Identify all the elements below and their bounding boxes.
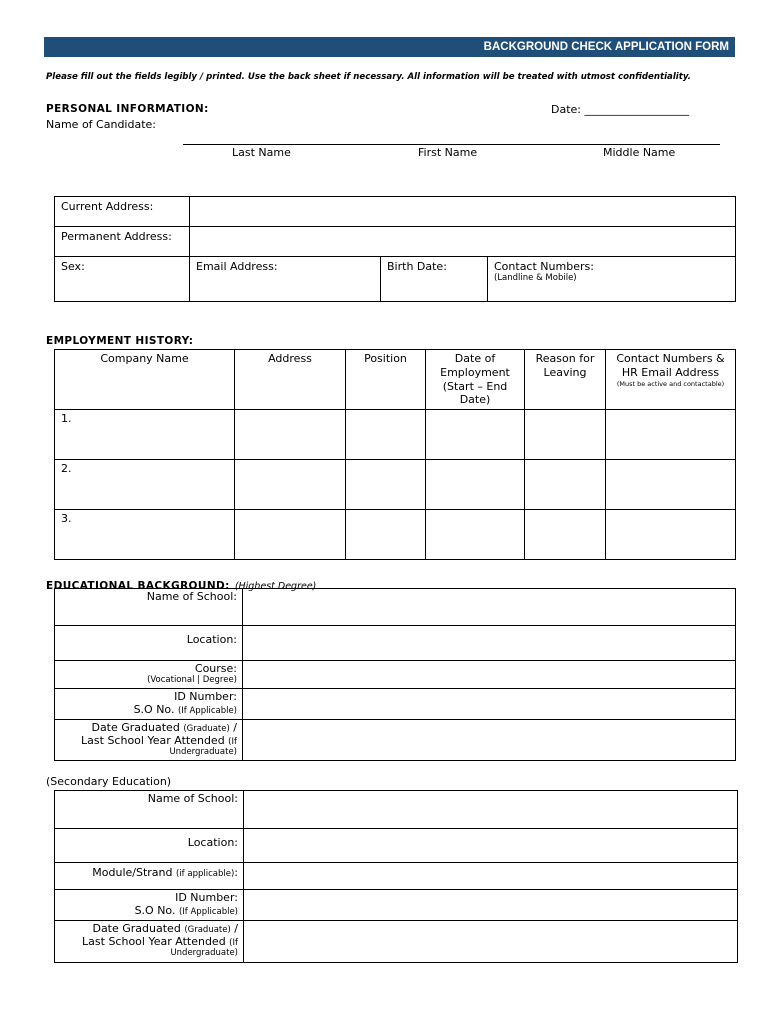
graduate-note: (Graduate) [183,724,230,734]
secondary-so-no-text: S.O No. [134,903,176,917]
module-strand-text: Module/Strand [92,866,173,879]
company-field[interactable] [55,460,235,510]
secondary-date-graduated-text: Date Graduated [92,922,181,935]
address-field[interactable] [235,410,346,460]
personal-info-heading: PERSONAL INFORMATION: [46,103,209,115]
col-contact-note: (Must be active and contactable) [616,379,725,388]
date-field[interactable] [426,460,525,510]
education-heading-text: EDUCATIONAL BACKGROUND: [46,580,230,592]
sex-field[interactable] [55,257,190,302]
table-row [55,410,736,460]
table-row [55,460,736,510]
form-title-bar [44,37,735,57]
secondary-undergraduate-note: Undergraduate) [170,947,238,958]
contact-field[interactable] [606,460,736,510]
reason-field[interactable] [525,460,606,510]
contact-field[interactable] [606,510,736,560]
current-address-field[interactable] [190,197,736,227]
reason-field[interactable] [525,410,606,460]
location-field[interactable] [243,626,736,661]
sex-label: Sex: [61,260,85,273]
school-label-text: Name of School: [146,590,237,603]
employment-history-table [54,349,736,560]
position-field[interactable] [346,410,426,460]
secondary-last-school-year-text: Last School Year Attended [82,934,226,948]
secondary-id-number-text: ID Number: [175,891,238,904]
col-company-name: Company Name [55,350,235,410]
col-contact [606,350,736,410]
employment-history-heading: EMPLOYMENT HISTORY: [46,335,194,347]
school-label [55,589,243,626]
first-name-caption: First Name [418,146,478,159]
course-label-text: Course: [194,662,237,675]
secondary-school-text: Name of School: [147,792,238,805]
col-contact-label: Contact Numbers & HR Email Address [616,352,725,379]
secondary-school-field[interactable] [244,791,738,829]
candidate-name-label: Name of Candidate: [46,118,156,131]
date-field[interactable] [426,510,525,560]
location-label-text: Location: [186,633,237,646]
date-graduated-text: Date Graduated [91,721,180,734]
secondary-date-graduated-field[interactable] [244,921,738,963]
secondary-id-number-field[interactable] [244,890,738,921]
row-number: 3. [61,512,72,525]
school-field[interactable] [243,589,736,626]
form-title: BACKGROUND CHECK APPLICATION FORM [483,41,729,53]
birth-date-label: Birth Date: [387,260,447,273]
col-reason-for-leaving: Reason for Leaving [525,350,606,410]
company-field[interactable] [55,410,235,460]
secondary-if-note: (If [229,937,238,948]
module-strand-label: Module/Strand (if applicable): [55,863,244,890]
date-graduated-label: Date Graduated (Graduate) / Last School Year Attended (If Undergraduate) [55,720,243,761]
middle-name-caption: Middle Name [603,146,676,159]
company-field[interactable] [55,510,235,560]
reason-field[interactable] [525,510,606,560]
course-note: (Vocational | Degree) [147,674,237,685]
col-address: Address [235,350,346,410]
secondary-date-graduated-label: Date Graduated (Graduate) / Last School Year Attended (If Undergraduate) [55,921,244,963]
id-number-label [55,689,243,720]
contact-numbers-label: Contact Numbers: [494,260,594,273]
email-field[interactable] [190,257,381,302]
module-strand-note: (if applicable) [176,869,235,879]
secondary-education-heading: (Secondary Education) [46,775,172,788]
address-field[interactable] [235,460,346,510]
contact-numbers-note: (Landline & Mobile) [494,273,577,283]
secondary-if-applicable-note: (If Applicable) [178,906,238,917]
education-heading-note: (Highest Degree) [234,581,317,592]
education-table [54,588,736,761]
last-school-year-text: Last School Year Attended [81,733,225,747]
position-field[interactable] [346,460,426,510]
current-address-label [55,197,190,227]
if-applicable-note: (If Applicable) [177,705,237,716]
secondary-location-field[interactable] [244,829,738,863]
permanent-address-text: Permanent Address: [61,230,172,243]
secondary-education-table [54,790,738,963]
row-number: 1. [61,412,72,425]
location-label [55,626,243,661]
secondary-location-label [55,829,244,863]
instructions-text: Please fill out the fields legibly / printed. Use the back sheet if necessary. All information will be treated with utmost confidentiality. [46,72,691,82]
date-graduated-field[interactable] [243,720,736,761]
undergraduate-note: Undergraduate) [169,746,237,757]
if-note: (If [228,736,237,747]
current-address-text: Current Address: [61,200,154,213]
personal-info-table [54,196,736,302]
id-number-text: ID Number: [174,690,237,703]
contact-field[interactable] [606,410,736,460]
email-label: Email Address: [196,260,278,273]
birth-date-field[interactable] [381,257,488,302]
secondary-school-label [55,791,244,829]
secondary-location-text: Location: [187,836,238,849]
date-field[interactable] [426,410,525,460]
permanent-address-field[interactable] [190,227,736,257]
table-row [55,510,736,560]
position-field[interactable] [346,510,426,560]
date-field[interactable]: Date: ___________________ [551,103,689,116]
address-field[interactable] [235,510,346,560]
permanent-address-label [55,227,190,257]
candidate-name-line[interactable] [183,144,720,145]
secondary-id-number-label [55,890,244,921]
col-position: Position [346,350,426,410]
id-number-field[interactable] [243,689,736,720]
row-number: 2. [61,462,72,475]
last-name-caption: Last Name [232,146,291,159]
contact-numbers-field[interactable] [488,257,736,302]
module-strand-field[interactable] [244,863,738,890]
course-label [55,661,243,689]
so-no-text: S.O No. [133,702,175,716]
course-field[interactable] [243,661,736,689]
col-date-of-employment: Date of Employment (Start – End Date) [426,350,525,410]
employment-header-row [55,350,736,410]
secondary-graduate-note: (Graduate) [184,925,231,935]
